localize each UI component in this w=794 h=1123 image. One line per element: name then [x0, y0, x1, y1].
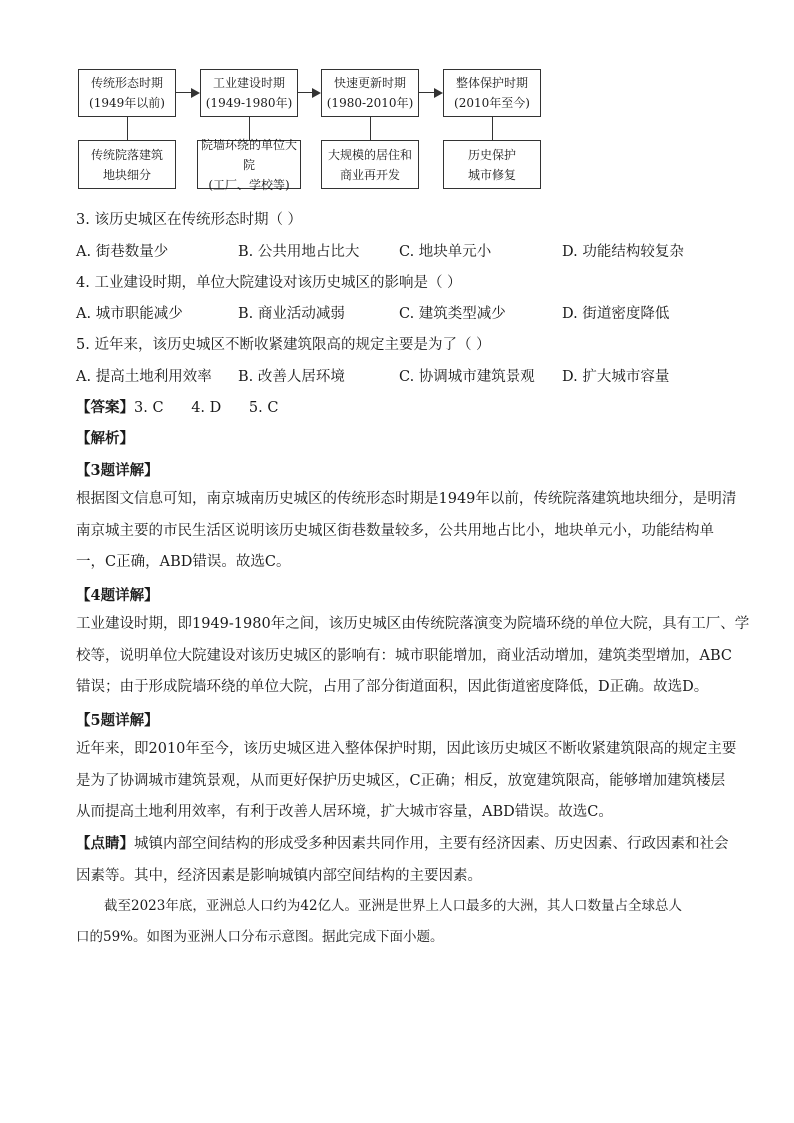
- text-row: 因素等。其中，经济因素是影响城镇内部空间结构的主要因素。: [76, 867, 482, 884]
- text-row: 截至2023年底，亚洲总人口约为42亿人。亚洲是世界上人口最多的大洲，其人口数量占全球总人: [104, 898, 683, 914]
- highlight-label: 【点睛】: [76, 835, 134, 852]
- period-years: (1949年以前): [89, 96, 165, 110]
- connector-line: [370, 117, 371, 140]
- feature-line: 传统院落建筑: [90, 147, 163, 162]
- next-question-intro: [76, 891, 726, 953]
- period-name: 整体保护时期: [455, 76, 528, 90]
- feature-box-2: [197, 137, 301, 192]
- text-row: 城镇内部空间结构的形成受多种因素共同作用，主要有经济因素、历史因素、行政因素和社会: [134, 836, 729, 852]
- arrow-right-icon: [434, 88, 443, 98]
- question-3-option-b: B. 公共用地占比大: [238, 244, 360, 260]
- text-row: 错误；由于形成院墙环绕的单位大院，占用了部分街道面积，因此街道密度降低，D正确。故选D。: [76, 679, 709, 695]
- period-years: (2010年至今): [454, 96, 530, 110]
- arrow-line: [298, 92, 312, 93]
- feature-line: 院墙环绕的单位大院: [200, 137, 297, 172]
- feature-box-1: [78, 140, 176, 189]
- feature-line: 地块细分: [102, 167, 151, 182]
- period-years: (1949-1980年): [205, 96, 293, 110]
- period-box-1: [78, 69, 176, 117]
- text-row: 校等，说明单位大院建设对该历史城区的影响有：城市职能增加，商业活动增加，建筑类型增加，ABC: [76, 647, 732, 664]
- detail-5-text: [76, 734, 737, 829]
- connector-line: [492, 117, 493, 140]
- highlight-text: [76, 828, 729, 892]
- feature-box-3: [321, 140, 419, 189]
- text-row: 根据图文信息可知，南京城南历史城区的传统形态时期是1949年以前，传统院落建筑地块细分，是明清: [76, 491, 737, 507]
- question-5-option-d: D. 扩大城市容量: [562, 369, 670, 385]
- arrow-right-icon: [191, 88, 200, 98]
- analysis-label: 【解析】: [76, 430, 134, 447]
- detail-3-label: 【3题详解】: [76, 462, 159, 479]
- answer-text: 3. C 4. D 5. C: [134, 400, 279, 416]
- period-box-3: [321, 69, 419, 117]
- text-row: 南京城主要的市民生活区说明该历史城区街巷数量较多，公共用地占比小，地块单元小，功能结构单: [76, 522, 714, 539]
- question-5-stem: 5. 近年来，该历史城区不断收紧建筑限高的规定主要是为了（ ）: [76, 337, 491, 353]
- arrow-line: [419, 92, 434, 93]
- connector-line: [127, 117, 128, 140]
- text-row: 工业建设时期，即1949-1980年之间，该历史城区由传统院落演变为院墙环绕的单位大院，具有工厂、学: [76, 616, 750, 632]
- question-4-option-b: B. 商业活动减弱: [238, 306, 345, 322]
- feature-box-4: [443, 140, 541, 189]
- question-5-option-a: A. 提高土地利用效率: [76, 369, 212, 385]
- question-3-stem: 3. 该历史城区在传统形态时期（ ）: [76, 212, 303, 228]
- feature-line: (工厂、学校等): [208, 177, 290, 192]
- question-3-option-a: A. 街巷数量少: [76, 244, 169, 260]
- detail-5-label: 【5题详解】: [76, 712, 159, 729]
- question-5-option-b: B. 改善人居环境: [238, 369, 345, 385]
- question-3-option-d: D. 功能结构较复杂: [562, 244, 684, 260]
- text-row: 近年来，即2010年至今，该历史城区进入整体保护时期，因此该历史城区不断收紧建筑限高的规定主要: [76, 741, 737, 757]
- period-name: 工业建设时期: [212, 76, 285, 90]
- text-row: 从而提高土地利用效率，有利于改善人居环境，扩大城市容量，ABD错误。故选C。: [76, 804, 613, 820]
- question-4-option-c: C. 建筑类型减少: [399, 306, 506, 322]
- detail-4-text: [76, 609, 750, 704]
- text-row: 一，C正确，ABD错误。故选C。: [76, 554, 291, 570]
- feature-line: 城市修复: [467, 167, 516, 182]
- period-name: 传统形态时期: [90, 76, 163, 90]
- text-row: 口的59%。如图为亚洲人口分布示意图。据此完成下面小题。: [76, 929, 444, 945]
- period-box-2: [200, 69, 298, 117]
- detail-4-label: 【4题详解】: [76, 587, 159, 604]
- period-box-4: [443, 69, 541, 117]
- answer-label: 【答案】: [76, 399, 134, 416]
- text-row: 是为了协调城市建筑景观，从而更好保护历史城区，C正确；相反，放宽建筑限高，能够增加建筑楼层: [76, 772, 726, 789]
- question-4-stem: 4. 工业建设时期，单位大院建设对该历史城区的影响是（ ）: [76, 275, 462, 291]
- question-4-option-d: D. 街道密度降低: [562, 306, 670, 322]
- arrow-right-icon: [312, 88, 321, 98]
- question-3-option-c: C. 地块单元小: [399, 244, 492, 260]
- question-5-option-c: C. 协调城市建筑景观: [399, 369, 535, 385]
- answer-line: [76, 396, 278, 417]
- feature-line: 大规模的居住和: [327, 147, 412, 162]
- question-4-option-a: A. 城市职能减少: [76, 306, 183, 322]
- period-name: 快速更新时期: [333, 76, 406, 90]
- detail-3-text: [76, 484, 737, 579]
- feature-line: 历史保护: [467, 147, 516, 162]
- feature-line: 商业再开发: [339, 167, 400, 182]
- arrow-line: [176, 92, 191, 93]
- period-years: (1980-2010年): [326, 96, 414, 110]
